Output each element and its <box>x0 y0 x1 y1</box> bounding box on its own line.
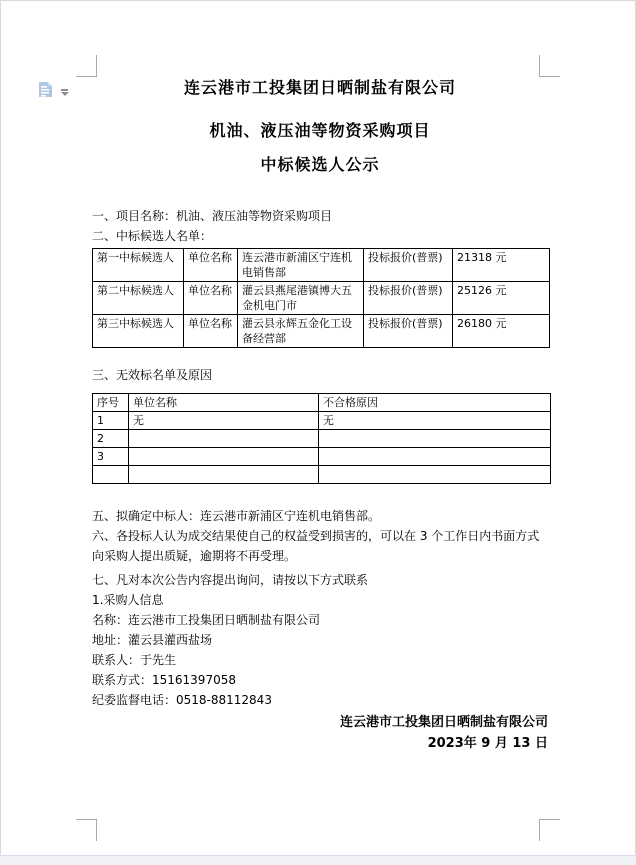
table-row <box>93 249 550 282</box>
table-cell: 21318 元 <box>453 249 550 282</box>
table-cell: 第三中标候选人 <box>93 315 184 348</box>
purchaser-phone: 联系方式：15161397058 <box>92 673 236 687</box>
table-header-row <box>93 394 551 412</box>
signature-date: 2023年 9 月 13 日 <box>427 736 548 751</box>
table-cell: 1 <box>93 412 129 430</box>
purchaser-contact: 联系人：于先生 <box>92 653 177 667</box>
table-cell: 投标报价(普票) <box>364 315 453 348</box>
invalid-bids-table <box>92 393 551 484</box>
section-invalid-heading: 三、无效标名单及原因 <box>92 368 213 382</box>
table-cell: 无 <box>129 412 319 430</box>
table-cell: 投标报价(普票) <box>364 249 453 282</box>
table-cell: 第一中标候选人 <box>93 249 184 282</box>
crop-mark-top-right <box>539 55 560 77</box>
table-cell: 投标报价(普票) <box>364 282 453 315</box>
table-row <box>93 466 551 484</box>
purchaser-heading: 1.采购人信息 <box>92 593 164 607</box>
doc-title-line3: 中标候选人公示 <box>260 155 380 174</box>
table-row <box>93 448 551 466</box>
candidates-table <box>92 248 550 348</box>
signature-block <box>92 712 548 754</box>
section-objection: 六、各投标人认为成交结果使自己的权益受到损害的，可以在 3 个工作日内书面方式向采购人提出质疑，逾期将不再受理。 <box>92 529 540 563</box>
window-footer-strip <box>0 855 636 865</box>
purchaser-address: 地址：灌云县灌西盐场 <box>92 633 213 647</box>
section-winner: 五、拟确定中标人：连云港市新浦区宁连机电销售部。 <box>92 509 381 523</box>
chevron-down-icon <box>60 89 69 96</box>
table-cell <box>319 448 551 466</box>
section-contact-intro: 七、凡对本次公告内容提出询问，请按以下方式联系 <box>92 573 369 587</box>
document-content <box>92 78 548 754</box>
crop-mark-bottom-right <box>539 819 560 841</box>
table-row <box>93 412 551 430</box>
table-cell <box>129 430 319 448</box>
table-cell: 25126 元 <box>453 282 550 315</box>
table-cell: 灌云县燕尾港镇博大五金机电门市 <box>238 282 364 315</box>
section-project-name: 一、项目名称：机油、液压油等物资采购项目 <box>92 209 333 223</box>
purchaser-supervision-phone: 纪委监督电话：0518-88112843 <box>92 693 272 707</box>
table-cell <box>129 466 319 484</box>
table-cell: 单位名称 <box>184 249 238 282</box>
table-cell: 3 <box>93 448 129 466</box>
table-row <box>93 430 551 448</box>
table-row <box>93 282 550 315</box>
table-cell <box>319 466 551 484</box>
table-cell: 单位名称 <box>184 282 238 315</box>
doc-title-line1: 连云港市工投集团日晒制盐有限公司 <box>183 78 456 97</box>
table-cell: 26180 元 <box>453 315 550 348</box>
table-cell: 灌云县永辉五金化工设备经营部 <box>238 315 364 348</box>
table-header-cell: 不合格原因 <box>319 394 551 412</box>
table-cell <box>129 448 319 466</box>
table-cell: 2 <box>93 430 129 448</box>
table-cell <box>93 466 129 484</box>
section-candidates-heading: 二、中标候选人名单： <box>92 229 213 243</box>
crop-mark-top-left <box>76 55 97 77</box>
table-header-cell: 单位名称 <box>129 394 319 412</box>
paste-options-document-icon <box>36 80 55 103</box>
table-cell: 无 <box>319 412 551 430</box>
table-row <box>93 315 550 348</box>
table-cell: 第二中标候选人 <box>93 282 184 315</box>
crop-mark-bottom-left <box>76 819 97 841</box>
doc-title-line2: 机油、液压油等物资采购项目 <box>209 121 431 140</box>
table-header-cell: 序号 <box>93 394 129 412</box>
paste-options-button[interactable] <box>36 80 69 103</box>
table-cell: 单位名称 <box>184 315 238 348</box>
table-cell: 连云港市新浦区宁连机电销售部 <box>238 249 364 282</box>
purchaser-name: 名称：连云港市工投集团日晒制盐有限公司 <box>92 613 321 627</box>
table-cell <box>319 430 551 448</box>
signature-company: 连云港市工投集团日晒制盐有限公司 <box>339 715 548 730</box>
